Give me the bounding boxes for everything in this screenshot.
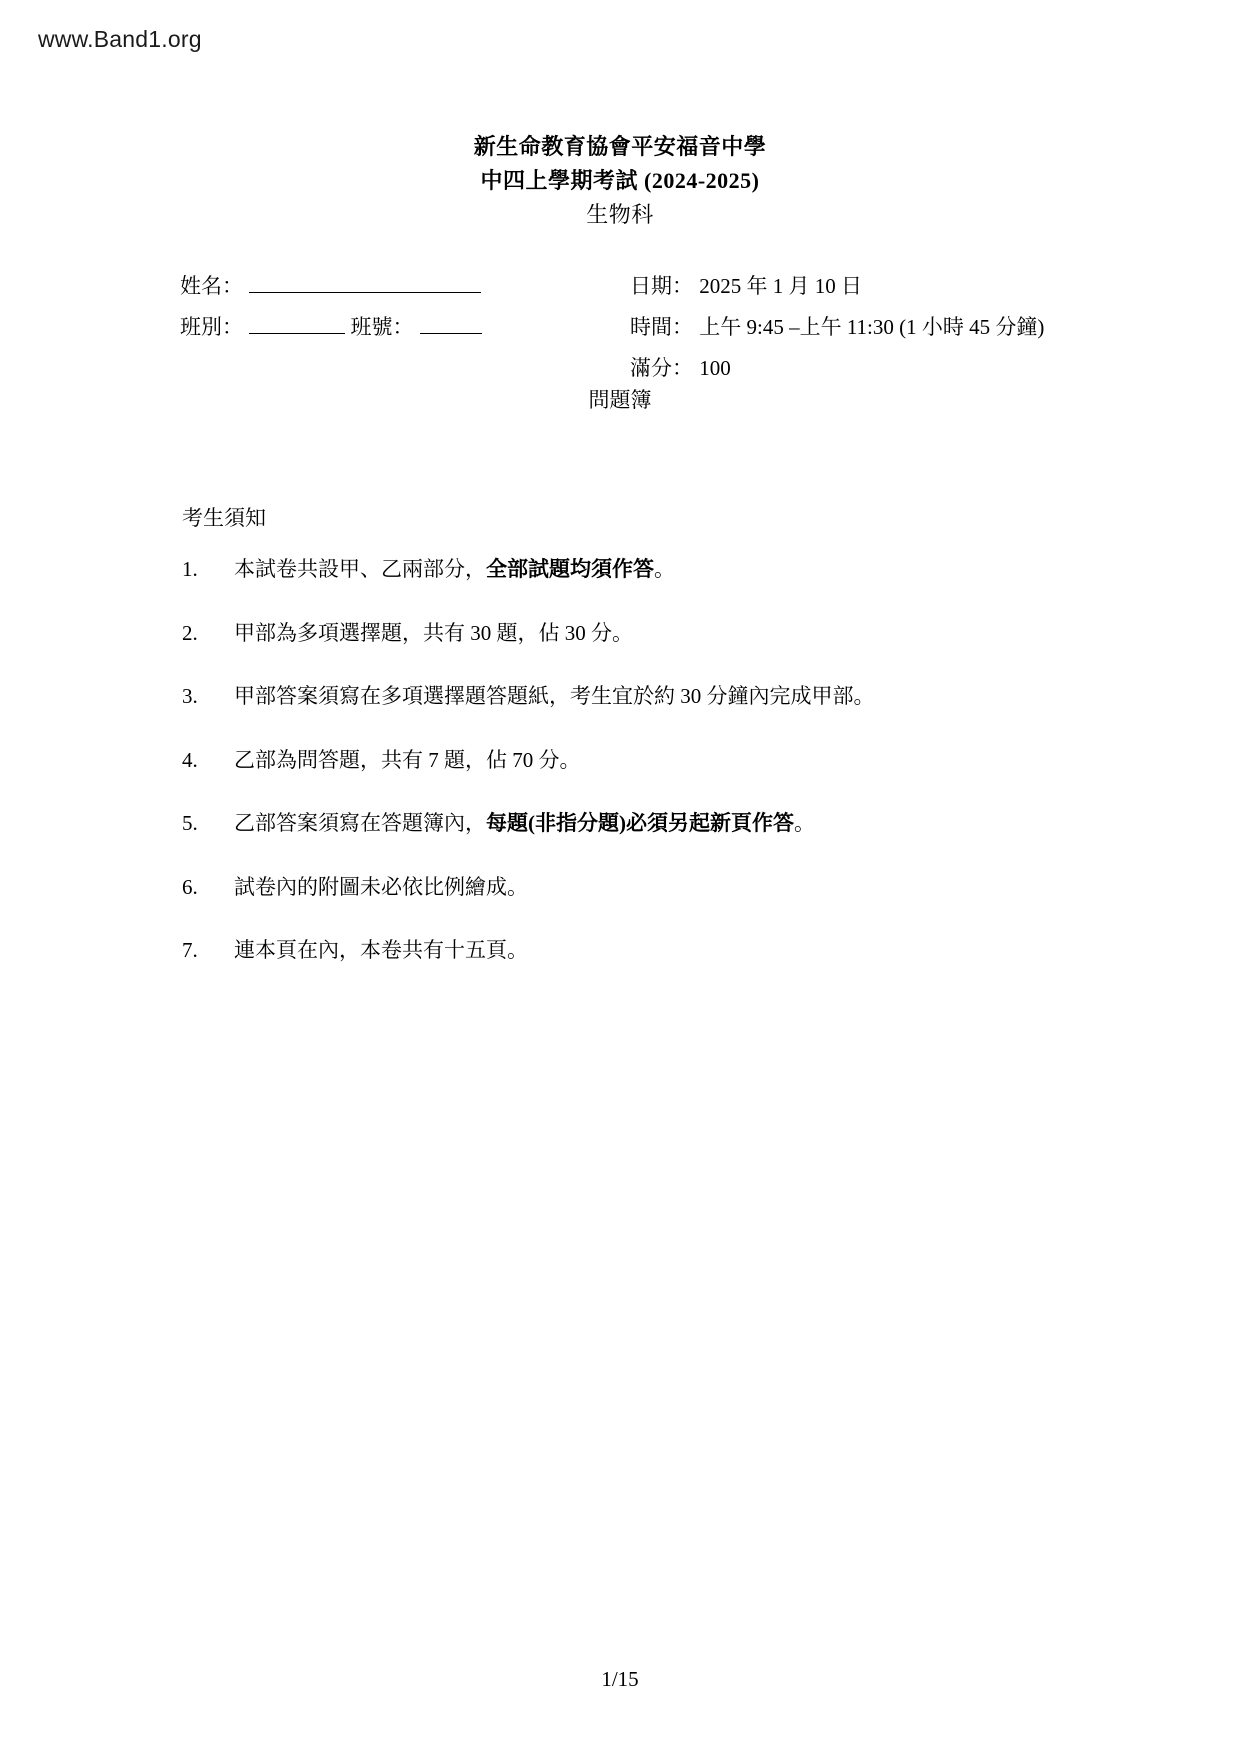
item-number: 1. (182, 557, 198, 582)
full-marks-value: 100 (699, 356, 731, 381)
school-name: 新生命教育協會平安福音中學 (473, 134, 767, 159)
item-number: 7. (182, 938, 198, 963)
item-text-pre: 連本頁在內，本卷共有十五頁。 (234, 938, 528, 963)
candidate-info-block (0, 266, 1240, 381)
item-number: 2. (182, 620, 198, 645)
item-text-post: 。 (654, 557, 675, 582)
item-text-pre: 乙部為問答題，共有 7 題，佔 70 分。 (234, 747, 581, 772)
date-row (630, 266, 1150, 307)
exam-details (630, 266, 1150, 389)
date-value: 2025 年 1 月 10 日 (699, 274, 862, 299)
candidate-fields (180, 266, 580, 348)
list-item (182, 935, 1240, 967)
item-number: 5. (182, 811, 198, 836)
subject-title: 生物科 (586, 202, 654, 228)
class-label: 班別： (180, 315, 243, 340)
time-label: 時間： (630, 315, 693, 340)
notice-heading: 考生須知 (182, 506, 266, 531)
item-text-bold: 每題(非指分題)必須另起新頁作答 (486, 811, 794, 836)
list-item (182, 618, 1240, 650)
item-number: 4. (182, 747, 198, 772)
name-input-blank[interactable] (249, 272, 481, 293)
item-text-pre: 甲部答案須寫在多項選擇題答題紙，考生宜於約 30 分鐘內完成甲部。 (234, 684, 875, 709)
item-text-pre: 乙部答案須寫在答題簿內， (234, 811, 486, 836)
list-item (182, 681, 1240, 713)
full-marks-label: 滿分： (630, 356, 693, 381)
item-number: 6. (182, 874, 198, 899)
name-label: 姓名： (180, 274, 243, 299)
booklet-label: 問題簿 (588, 388, 652, 413)
document-header (0, 130, 1240, 232)
list-item (182, 808, 1240, 840)
page-number: 1/15 (601, 1667, 639, 1691)
list-item (182, 872, 1240, 904)
time-row (630, 307, 1150, 348)
item-text-bold: 全部試題均須作答 (486, 557, 654, 582)
list-item (182, 745, 1240, 777)
site-watermark: www.Band1.org (38, 26, 202, 52)
item-number: 3. (182, 684, 198, 709)
name-row (180, 266, 580, 307)
exam-title: 中四上學期考試 (2024-2025) (480, 168, 760, 194)
notice-list (0, 554, 1240, 967)
date-label: 日期： (630, 274, 693, 299)
item-text-pre: 甲部為多項選擇題，共有 30 題，佔 30 分。 (234, 620, 633, 645)
class-no-input-blank[interactable] (420, 313, 482, 334)
item-text-pre: 本試卷共設甲、乙兩部分， (234, 557, 486, 582)
class-row (180, 307, 580, 348)
time-value: 上午 9:45 –上午 11:30 (1 小時 45 分鐘) (699, 315, 1045, 340)
item-text-pre: 試卷內的附圖未必依比例繪成。 (234, 874, 528, 899)
full-marks-row (630, 348, 1150, 389)
item-text-post: 。 (794, 811, 815, 836)
class-input-blank[interactable] (249, 313, 345, 334)
class-no-label: 班號： (350, 315, 414, 340)
list-item (182, 554, 1240, 586)
